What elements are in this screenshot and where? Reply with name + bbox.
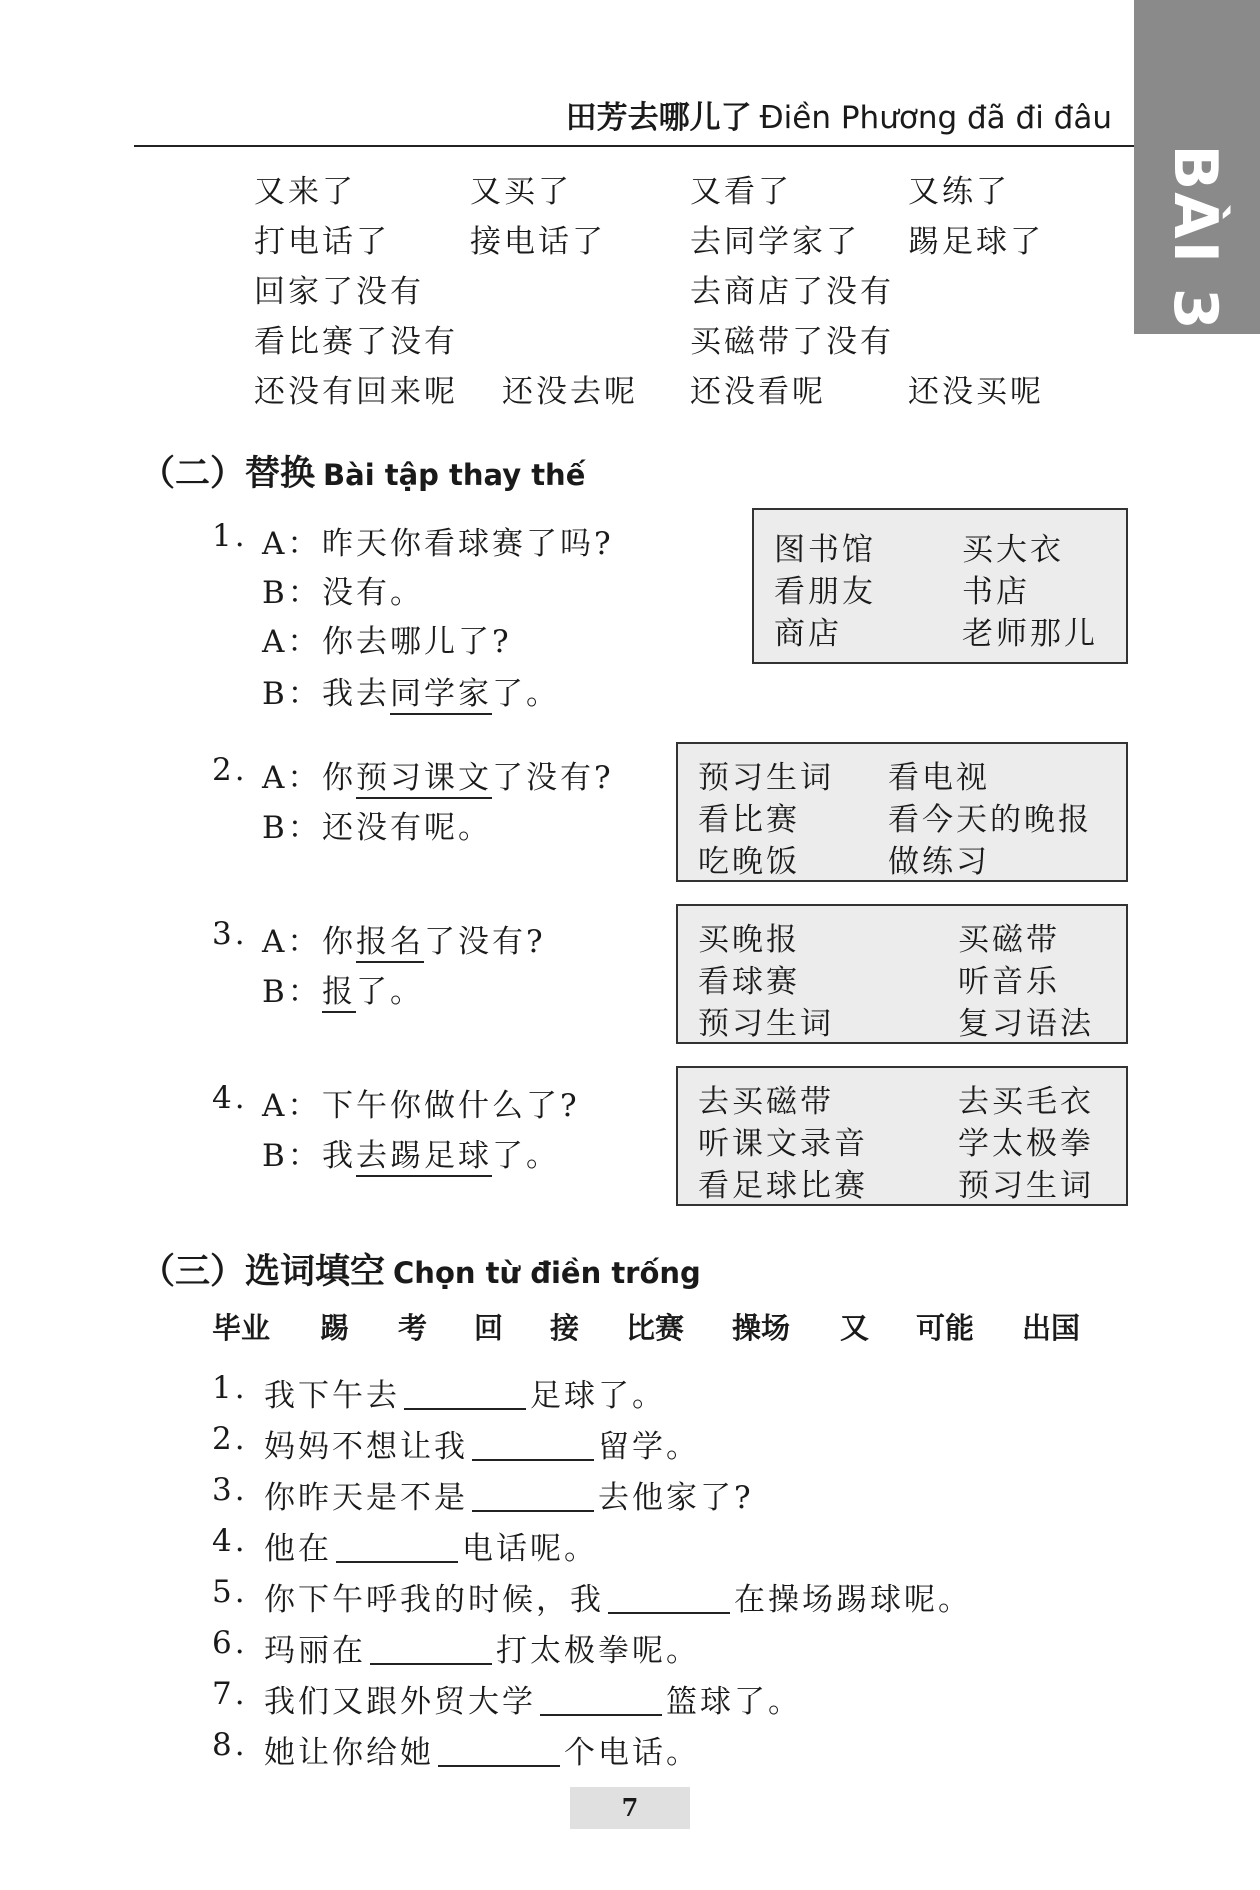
fill-item: 7. 我们又跟外贸大学 篮球了。 [212,1676,802,1720]
exercise-line: B： 我去踢足球了。 [0,1130,680,1170]
exercise-line: B： 没有。 [262,575,424,611]
word-bank-item: 接 [550,1311,580,1345]
substitution-box: 预习生词 看电视 看比赛 看今天的晚报 吃晚饭 做练习 [676,742,1128,882]
word-bank-item: 可能 [916,1311,975,1345]
fill-item: 2. 妈妈不想让我 留学。 [212,1421,700,1465]
word-bank-item: 考 [398,1311,428,1345]
fill-item: 6. 玛丽在 打太极拳呢。 [212,1625,700,1669]
blank-field[interactable] [370,1633,492,1665]
blank-field[interactable] [472,1480,594,1512]
phrase: 接电话了 [470,224,606,260]
fill-item: 3. 你昨天是不是 去他家了? [212,1472,754,1516]
exercise-number: 1. [212,518,248,554]
header-title-vi: Điền Phương đã đi đâu [759,100,1112,136]
fill-item: 1. 我下午去 足球了。 [212,1370,666,1414]
blank-field[interactable] [438,1735,560,1767]
exercise-number: 2. [212,752,248,788]
phrase: 看比赛了没有 [254,324,458,360]
phrase: 回家了没有 [254,274,424,310]
blank-field[interactable] [472,1429,594,1461]
substitution-box: 图书馆 买大衣 看朋友 书店 商店 老师那儿 [752,508,1128,664]
blank-field[interactable] [404,1378,526,1410]
exercise-line: B： 报了。 [0,966,680,1006]
phrase: 去同学家了 [690,224,860,260]
exercise-line: A： 你去哪儿了? [262,624,512,660]
fill-item: 5. 你下午呼我的时候，我 在操场踢球呢。 [212,1574,972,1618]
substitution-box: 买晚报 买磁带 看球赛 听音乐 预习生词 复习语法 [676,904,1128,1044]
exercise-number: 3. [212,916,248,952]
exercise-line: B： 我去同学家了。 [0,668,740,708]
phrase: 打电话了 [254,224,390,260]
phrase: 还没买呢 [908,374,1044,410]
word-bank-item: 操场 [732,1311,791,1345]
word-bank-item: 毕业 [212,1311,271,1345]
word-bank-item: 比赛 [626,1311,685,1345]
blank-field[interactable] [608,1582,730,1614]
exercise-number: 4. [212,1080,248,1116]
exercise-line: 1. A： 昨天你看球赛了吗? [212,518,614,562]
phrase: 还没去呢 [502,374,638,410]
blank-field[interactable] [540,1684,662,1716]
section-title: （二）替换 Bài tập thay thế [140,454,586,494]
phrase: 还没看呢 [690,374,826,410]
exercise-line: 2. A： 你预习课文了没有? [0,752,680,792]
word-bank-item: 又 [840,1311,870,1345]
page-number: 7 [570,1787,690,1829]
phrase: 又看了 [690,174,792,210]
fill-item: 8. 她让你给她 个电话。 [212,1727,700,1771]
blank-field[interactable] [336,1531,458,1563]
substitution-box: 去买磁带 去买毛衣 听课文录音 学太极拳 看足球比赛 预习生词 [676,1066,1128,1206]
exercise-line: 4. A： 下午你做什么了? [212,1080,580,1124]
exercise-line: 3. A： 你报名了没有? [0,916,680,956]
word-bank-item: 回 [474,1311,504,1345]
header-divider [134,145,1134,147]
phrase: 又练了 [908,174,1010,210]
phrase: 去商店了没有 [690,274,894,310]
word-bank-item: 出国 [1022,1311,1081,1345]
phrase: 买磁带了没有 [690,324,894,360]
exercise-line: B： 还没有呢。 [262,810,492,846]
section-title: （三）选词填空 Chọn từ điền trống [140,1252,701,1292]
phrase: 踢足球了 [908,224,1044,260]
side-tab-label: BÀI 31 [1160,144,1230,376]
header-title-cn: 田芳去哪儿了 [565,100,752,136]
fill-item: 4. 他在 电话呢。 [212,1523,598,1567]
page-header [566,92,1112,142]
phrase: 又来了 [254,174,356,210]
word-bank-item: 踢 [320,1311,350,1345]
phrase: 又买了 [470,174,572,210]
phrase: 还没有回来呢 [254,374,458,410]
